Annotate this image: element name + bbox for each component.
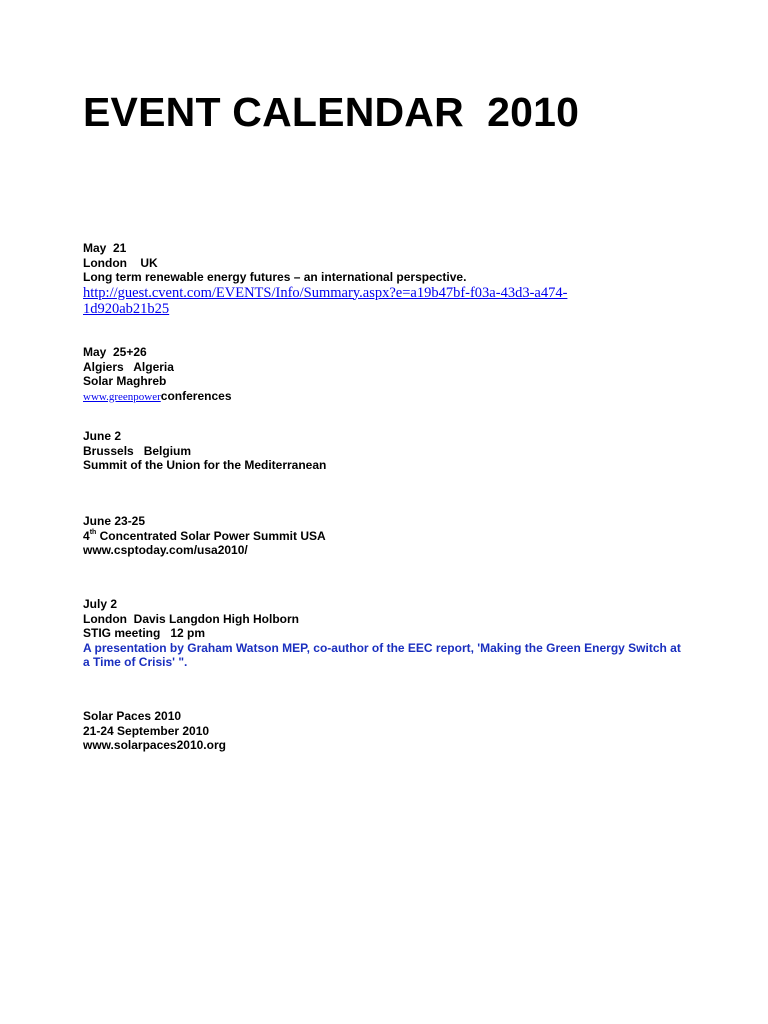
event-website: www.solarpaces2010.org [83, 738, 226, 752]
event-location: Brussels Belgium [83, 443, 192, 458]
event-title: Long term renewable energy futures – an international perspective. [83, 270, 467, 284]
event-meeting: STIG meeting 12 pm [83, 626, 206, 640]
ordinal-number: 4 [83, 528, 90, 543]
event-website-line [83, 389, 703, 405]
event-entry-june-2 [83, 429, 703, 473]
event-entry-july-2 [83, 597, 703, 670]
event-date: June 23-25 [83, 514, 146, 528]
event-location: London Davis Langdon High Holborn [83, 611, 299, 626]
ordinal-suffix: th [89, 528, 97, 536]
event-title: Solar Paces 2010 [83, 709, 182, 723]
event-title-text: Concentrated Solar Power Summit USA [96, 528, 326, 543]
event-date: June 2 [83, 429, 122, 443]
event-entry-may-25-26 [83, 345, 703, 404]
event-dates: 21-24 September 2010 [83, 723, 210, 738]
event-date: May 25+26 [83, 345, 147, 359]
event-entry-may-21 [83, 241, 703, 317]
event-title [83, 529, 703, 544]
event-entry-june-23-25 [83, 514, 703, 558]
event-location: London UK [83, 255, 158, 270]
page-title: EVENT CALENDAR 2010 [83, 89, 580, 135]
event-title: Solar Maghreb [83, 374, 167, 388]
event-website: www.csptoday.com/usa2010/ [83, 543, 248, 557]
event-date: July 2 [83, 597, 118, 611]
event-link-suffix: conferences [160, 388, 232, 403]
event-date: May 21 [83, 241, 127, 255]
event-link[interactable]: http://guest.cvent.com/EVENTS/Info/Summary.aspx?e=a19b47bf-f03a-43d3-a474- [83, 284, 568, 301]
event-location: Algiers Algeria [83, 359, 174, 374]
event-link-continued[interactable]: 1d920ab21b25 [83, 300, 170, 317]
event-presentation-note: A presentation by Graham Watson MEP, co-author of the EEC report, 'Making the Green Energy Switch at a Time of Crisis' ". [83, 640, 681, 669]
event-entry-solar-paces [83, 709, 703, 753]
event-title: Summit of the Union for the Mediterranean [83, 458, 327, 472]
event-link[interactable]: www.greenpower [83, 390, 161, 403]
